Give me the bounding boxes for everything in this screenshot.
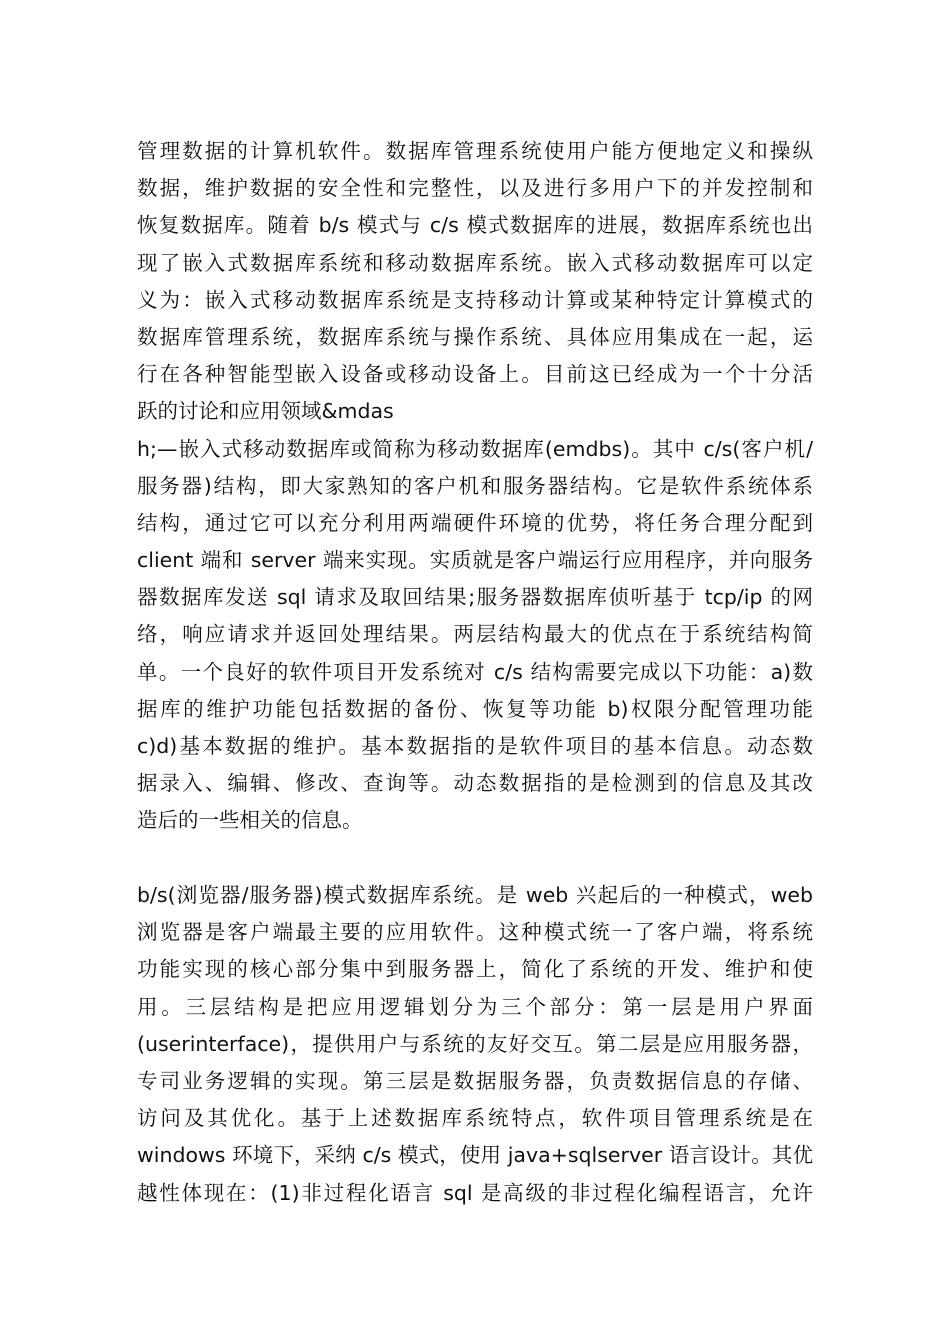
paragraph-1	[137, 133, 813, 840]
text-line: (userinterface)，提供用户与系统的友好交互。第二层是应用服务器，	[137, 1031, 813, 1056]
text-line: 行在各种智能型嵌入设备或移动设备上。目前这已经成为一个十分活	[137, 362, 813, 387]
text-line: windows 环境下，采纳 c/s 模式，使用 java+sqlserver 语言设计。其优	[137, 1143, 813, 1168]
text-line: 据录入、编辑、修改、查询等。动态数据指的是检测到的信息及其改	[137, 771, 813, 796]
text-line: 单。一个良好的软件项目开发系统对 c/s 结构需要完成以下功能：a)数	[137, 659, 813, 684]
text-line: b/s(浏览器/服务器)模式数据库系统。是 web 兴起后的一种模式，web	[137, 883, 813, 907]
text-line: 义为：嵌入式移动数据库系统是支持移动计算或某种特定计算模式的	[137, 287, 813, 312]
text-line: c)d)基本数据的维护。基本数据指的是软件项目的基本信息。动态数	[137, 734, 813, 758]
text-line: 浏览器是客户端最主要的应用软件。这种模式统一了客户端，将系统	[137, 920, 813, 945]
text-line: 据库的维护功能包括数据的备份、恢复等功能 b)权限分配管理功能	[137, 696, 813, 721]
text-line: 恢复数据库。随着 b/s 模式与 c/s 模式数据库的进展，数据库系统也出	[137, 213, 813, 238]
text-line: 数据库管理系统，数据库系统与操作系统、具体应用集成在一起，运	[137, 324, 813, 349]
text-line: 用。三层结构是把应用逻辑划分为三个部分：第一层是用户界面	[137, 994, 813, 1019]
text-line: 数据，维护数据的安全性和完整性，以及进行多用户下的并发控制和	[137, 176, 813, 201]
text-line: 络，响应请求并返回处理结果。两层结构最大的优点在于系统结构简	[137, 622, 813, 647]
text-line: 管理数据的计算机软件。数据库管理系统使用户能方便地定义和操纵	[137, 139, 813, 163]
text-line: client 端和 server 端来实现。实质就是客户端运行应用程序，并向服务	[137, 548, 813, 573]
text-line: 造后的一些相关的信息。	[137, 808, 363, 833]
text-line: 结构，通过它可以充分利用两端硬件环境的优势，将任务合理分配到	[137, 510, 813, 535]
text-line: 服务器)结构，即大家熟知的客户机和服务器结构。它是软件系统体系	[137, 473, 813, 498]
text-line: h;—嵌入式移动数据库或简称为移动数据库(emdbs)。其中 c/s(客户机/	[137, 436, 813, 461]
text-line: 器数据库发送 sql 请求及取回结果;服务器数据库侦听基于 tcp/ip 的网	[137, 585, 813, 610]
text-line: 跃的讨论和应用领域&mdas	[137, 399, 394, 424]
text-line: 现了嵌入式数据库系统和移动数据库系统。嵌入式移动数据库可以定	[137, 250, 813, 275]
paragraph-2	[137, 877, 813, 1212]
text-line: 访问及其优化。基于上述数据库系统特点，软件项目管理系统是在	[137, 1106, 813, 1131]
text-line: 越性体现在：(1)非过程化语言 sql 是高级的非过程化编程语言，允许	[137, 1180, 813, 1205]
text-line: 功能实现的核心部分集中到服务器上，简化了系统的开发、维护和使	[137, 957, 813, 982]
text-line: 专司业务逻辑的实现。第三层是数据服务器，负责数据信息的存储、	[137, 1068, 813, 1093]
